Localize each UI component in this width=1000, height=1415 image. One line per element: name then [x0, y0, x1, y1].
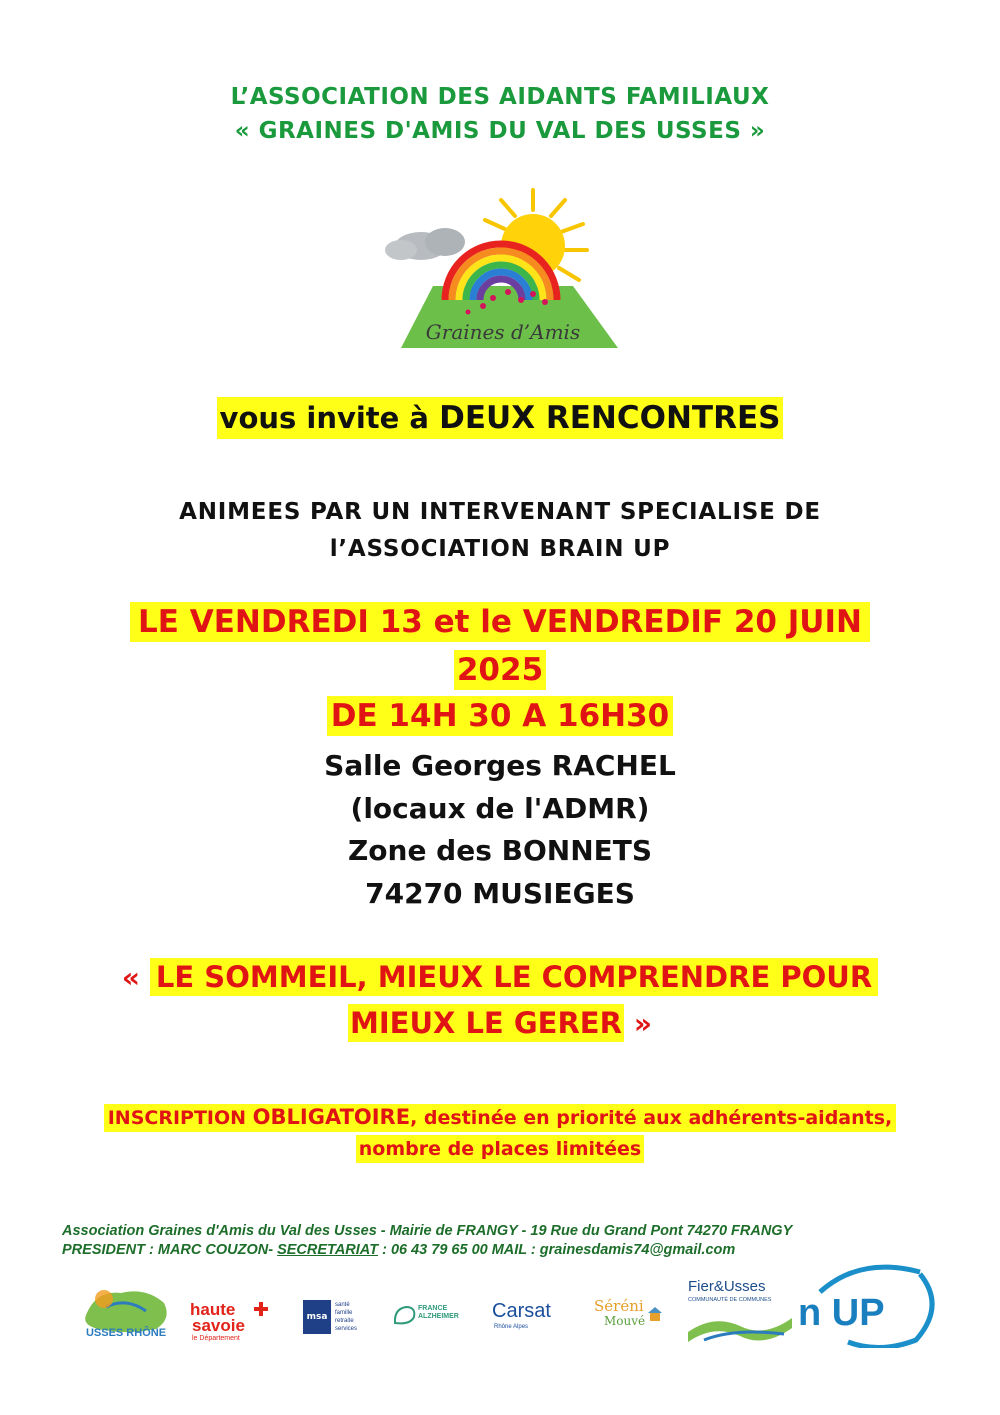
- brain-up-label: n UP: [798, 1292, 885, 1334]
- sereni-label: Séréni: [594, 1297, 644, 1315]
- location-line-4: 74270 MUSIEGES: [365, 877, 635, 910]
- msa-box-icon: [303, 1300, 331, 1334]
- departement-label: le Département: [192, 1335, 240, 1342]
- dates-year: 2025: [454, 650, 546, 690]
- location-line-3: Zone des BONNETS: [347, 834, 653, 867]
- footer-contact: [62, 1242, 735, 1258]
- footer-president: PRESIDENT : MARC COUZON-: [62, 1242, 278, 1258]
- mouve-label: Mouvé: [604, 1314, 646, 1328]
- logo-france-alzheimer: [392, 1303, 476, 1329]
- location-line-2: (locaux de l'ADMR): [350, 792, 650, 825]
- usses-rhone-label: USSES RHÔNE: [85, 1327, 167, 1339]
- carsat-label: Carsat: [492, 1300, 551, 1322]
- inscription-places: nombre de places limitées: [356, 1135, 644, 1163]
- inscription-rest: , destinée en priorité aux adhérents-aidants,: [410, 1107, 893, 1129]
- topic-text-2: MIEUX LE GERER: [349, 1006, 622, 1040]
- invite-line: [0, 400, 1000, 436]
- carsat-sub-label: Rhône Alpes: [494, 1324, 529, 1330]
- inscription-line-2: [0, 1138, 1000, 1160]
- logo-usses-rhone: [76, 1285, 176, 1345]
- footer-secretariat: : 06 43 79 65 00 MAIL : grainesdamis74@gmail.com: [378, 1242, 736, 1258]
- fier-usses-wave-icon: [684, 1304, 796, 1350]
- graines-damis-logo: [373, 188, 628, 350]
- location-line-1: Salle Georges RACHEL: [324, 749, 676, 782]
- fier-usses-sub-label: COMMUNAUTÉ DE COMMUNES: [688, 1297, 772, 1303]
- topic-text-1: LE SOMMEIL, MIEUX LE COMPRENDRE POUR: [150, 958, 878, 996]
- haute-savoie-cross-icon: [254, 1302, 268, 1316]
- time-line: [0, 698, 1000, 734]
- alzheimer-leaf-icon: [392, 1303, 418, 1327]
- fier-usses-label: Fier&Usses: [688, 1278, 766, 1295]
- logo-brain-up: [790, 1262, 940, 1348]
- topic-close-quote: »: [633, 1007, 653, 1040]
- topic-line-2: [0, 1006, 1000, 1040]
- dates-line-2: [0, 652, 1000, 688]
- header-line-2: « GRAINES D'AMIS DU VAL DES USSES »: [234, 118, 766, 144]
- invite-strong: DEUX RENCONTRES: [439, 400, 781, 436]
- house-icon: [648, 1307, 662, 1321]
- topic-line-1: [0, 960, 1000, 994]
- topic-open-quote: «: [121, 961, 140, 994]
- dates-text: LE VENDREDI 13 et le VENDREDIF 20 JUIN: [130, 602, 870, 642]
- logo-sereni-mouve: [594, 1297, 668, 1333]
- invite-prefix: vous invite à: [219, 401, 440, 435]
- france-alzheimer-label: FRANCE ALZHEIMER: [418, 1305, 459, 1320]
- header-line-1: L’ASSOCIATION DES AIDANTS FAMILIAUX: [230, 84, 770, 110]
- dates-line-1: [0, 604, 1000, 640]
- animated-by-line-1: ANIMEES PAR UN INTERVENANT SPECIALISE DE: [179, 499, 821, 525]
- logo-haute-savoie: [190, 1300, 270, 1348]
- logo-msa: [303, 1300, 367, 1336]
- logo-fier-usses: [684, 1278, 796, 1348]
- msa-sub-label: santé famille retraite services: [335, 1302, 358, 1332]
- time-text: DE 14H 30 A 16H30: [327, 696, 674, 736]
- msa-label: msa: [306, 1312, 328, 1322]
- logo-text: Graines d’Amis: [425, 320, 581, 344]
- logo-carsat: [492, 1300, 582, 1334]
- footer-address: Association Graines d'Amis du Val des Usses - Mairie de FRANGY - 19 Rue du Grand Pont 74270 FRANGY: [62, 1223, 793, 1239]
- savoie-label: savoie: [192, 1316, 245, 1335]
- haute-label: haute: [190, 1300, 236, 1319]
- inscription-strong: OBLIGATOIRE: [252, 1105, 411, 1129]
- animated-by-line-2: l’ASSOCIATION BRAIN UP: [329, 536, 671, 562]
- footer-secretariat-label: SECRETARIAT: [277, 1242, 379, 1258]
- inscription-line-1: [0, 1105, 1000, 1129]
- inscription-lead: INSCRIPTION: [107, 1107, 253, 1129]
